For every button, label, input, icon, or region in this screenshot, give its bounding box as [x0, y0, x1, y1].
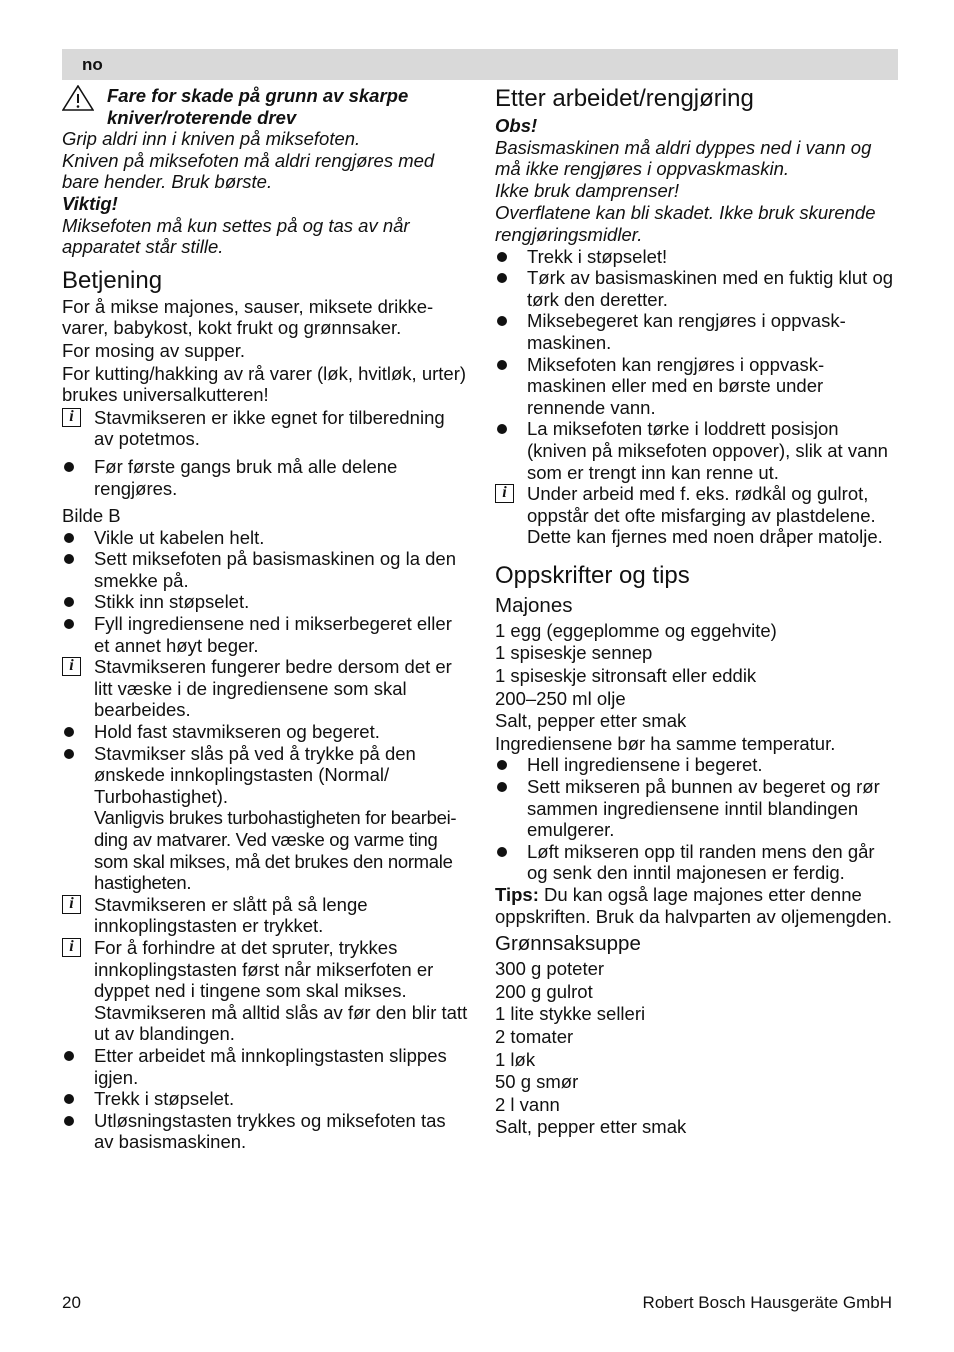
ingredient-line: 1 lite stykke selleri: [495, 1003, 646, 1025]
ingredient-line: 1 egg (eggeplomme og eggehvite): [495, 619, 777, 641]
ingredient-line: 2 tomater: [495, 1025, 574, 1047]
bullet-text: Sett mikseren på bunnen av begeret og rør sammen ingrediensene inntil blandingen emulgerer.: [527, 776, 880, 841]
betjening-paragraph: For å mikse majones, sauser, miksete drikke-varer, babykost, kokt frukt og grønnsaker.: [62, 295, 434, 339]
bullet-text: Løft mikseren opp til randen mens den går og senk den inntil majonesen er ferdig.: [527, 840, 875, 884]
bullet-item: [495, 267, 900, 310]
right-column: [495, 85, 900, 1138]
bullet-item: [495, 310, 900, 353]
bullet-icon: [64, 462, 74, 472]
bullet-item: [62, 456, 468, 499]
info-icon: i: [62, 895, 81, 914]
bullet-item: [495, 841, 900, 884]
warning-block: [62, 85, 468, 128]
warning-title: Fare for skade på grunn av skarpe kniver/roterende drev: [107, 85, 409, 128]
info-text: Stavmikseren er slått på så lenge innkoplingstasten er trykket.: [94, 893, 368, 937]
bullet-text: Sett miksefoten på basismaskinen og la den smekke på.: [94, 548, 456, 591]
bullet-text: Fyll ingrediensene ned i mikserbegeret eller et annet høyt beger.: [94, 613, 452, 656]
bullet-item: [62, 548, 468, 591]
bullet-item: [495, 246, 900, 268]
bullet-item: [495, 354, 900, 419]
bullet-item: [62, 1045, 468, 1088]
info-note: [62, 894, 468, 937]
majones-heading: Majones: [495, 593, 573, 617]
bullet-item: [62, 721, 468, 743]
bullet-item: [62, 1088, 468, 1110]
ingredient-line: Salt, pepper etter smak: [495, 710, 687, 732]
bullet-text: Hell ingrediensene i begeret.: [527, 754, 763, 776]
bullet-icon: [497, 847, 507, 857]
bullet-text: Trekk i støpselet!: [527, 245, 668, 267]
bullet-icon: [497, 252, 507, 262]
ingredient-line: 1 spiseskje sitronsaft eller eddik: [495, 665, 757, 687]
betjening-paragraph: For mosing av supper.: [62, 339, 246, 361]
ingredient-line: 200–250 ml olje: [495, 687, 626, 709]
bullet-item: [62, 527, 468, 549]
page-number: 20: [62, 1293, 81, 1312]
info-note: [62, 937, 468, 1045]
company-name: Robert Bosch Hausgeräte GmbH: [642, 1293, 892, 1312]
bullet-text: Miksefoten kan rengjøres i oppvask-maskinen eller med en børste under rennende vann.: [527, 353, 825, 418]
bullet-text: Stikk inn støpselet.: [94, 591, 250, 613]
bullet-item: [495, 754, 900, 776]
cleaning-heading: Etter arbeidet/rengjøring: [495, 85, 754, 112]
tips-paragraph: [495, 884, 900, 927]
bullet-text: Vikle ut kabelen helt.: [94, 526, 265, 548]
bullet-text: Hold fast stavmikseren og begeret.: [94, 721, 380, 743]
info-note: [62, 656, 468, 721]
bullet-text: Stavmikser slås på ved å trykke på den ønskede innkoplingstasten (Normal/ Turbohastighet).: [94, 742, 416, 807]
bullet-text: Før første gangs bruk må alle delene rengjøres.: [94, 455, 398, 499]
info-icon: i: [62, 408, 81, 427]
bullet-text: Etter arbeidet må innkoplingstasten slippes igjen.: [94, 1044, 447, 1088]
info-note: [495, 483, 900, 548]
tips-text: Du kan også lage majones etter denne oppskriften. Bruk da halvparten av oljemengden.: [495, 884, 892, 927]
info-text: Stavmikseren fungerer bedre dersom det er litt væske i de ingrediensene som skal bearbeides.: [94, 656, 452, 721]
bilde-label: Bilde B: [62, 505, 121, 527]
bullet-text: Tørk av basismaskinen med en fuktig klut og tørk den deretter.: [527, 267, 894, 310]
info-icon: i: [495, 484, 514, 503]
ingredient-line: Ingrediensene bør ha samme temperatur.: [495, 732, 836, 754]
viktig-label: Viktig!: [62, 192, 118, 214]
bullet-item: [495, 776, 900, 841]
soup-heading: Grønnsaksuppe: [495, 932, 641, 956]
ingredient-line: 1 spiseskje sennep: [495, 642, 653, 664]
bullet-icon: [497, 316, 507, 326]
warning-line: Grip aldri inn i kniven på miksefoten.: [62, 128, 361, 150]
bullet-item: [62, 1110, 468, 1153]
bullet-icon: [64, 1051, 74, 1061]
bullet-icon: [497, 760, 507, 770]
warning-triangle-icon: [62, 85, 94, 111]
betjening-heading: Betjening: [62, 266, 163, 294]
bullet-icon: [64, 727, 74, 737]
bullet-icon: [64, 1116, 74, 1126]
bullet-note-text: Vanligvis brukes turbohastigheten for bearbei-ding av matvarer. Ved væske og varme ting som skal mikses, må det brukes den normale hastigheten.: [94, 807, 457, 894]
language-code: no: [82, 55, 103, 74]
betjening-paragraph: For kutting/hakking av rå varer (løk, hvitløk, urter) brukes universalkutteren!: [62, 362, 467, 406]
bullet-item: [62, 743, 468, 808]
bullet-icon: [64, 749, 74, 759]
info-icon: i: [62, 938, 81, 957]
ingredient-line: 50 g smør: [495, 1071, 579, 1093]
bullet-item: [62, 591, 468, 613]
bullet-icon: [64, 597, 74, 607]
ingredient-line: 2 l vann: [495, 1093, 560, 1115]
left-column: [62, 85, 468, 1153]
tips-label: Tips:: [495, 884, 539, 905]
bullet-item: [495, 418, 900, 483]
bullet-icon: [64, 554, 74, 564]
bullet-icon: [497, 782, 507, 792]
info-text: For å forhindre at det spruter, trykkes innkoplingstasten først når mikserfoten er dyppet ned i tingene som skal mikses. Stavmikseren må alltid slås av før den blir tatt ut av blandingen.: [94, 936, 468, 1045]
recipes-heading: Oppskrifter og tips: [495, 561, 690, 589]
ingredient-line: Salt, pepper etter smak: [495, 1116, 687, 1138]
info-icon: i: [62, 657, 81, 676]
language-header-bar: [62, 49, 898, 80]
ingredient-line: 200 g gulrot: [495, 980, 593, 1002]
bullet-text: Miksebegeret kan rengjøres i oppvask-maskinen.: [527, 310, 846, 353]
ingredient-line: 1 løk: [495, 1048, 536, 1070]
bullet-text: Trekk i støpselet.: [94, 1088, 235, 1110]
bullet-icon: [497, 273, 507, 283]
obs-label: Obs!: [495, 115, 538, 136]
bullet-icon: [64, 619, 74, 629]
bullet-icon: [497, 360, 507, 370]
bullet-text: La miksefoten tørke i loddrett posisjon (kniven på miksefoten oppover), slik at vann som er trengt inn kan renne ut.: [527, 418, 888, 483]
obs-line: Ikke bruk damprenser!: [495, 179, 680, 201]
info-text: Stavmikseren er ikke egnet for tilberedning av potetmos.: [94, 406, 445, 450]
obs-line: Basismaskinen må aldri dyppes ned i vann og må ikke rengjøres i oppvaskmaskin.: [495, 136, 872, 180]
bullet-icon: [64, 533, 74, 543]
bullet-text: Utløsningstasten trykkes og miksefoten tas av basismaskinen.: [94, 1109, 446, 1153]
bullet-item: [62, 613, 468, 656]
info-note: [62, 407, 468, 450]
bullet-note: [62, 807, 468, 893]
obs-line: Overflatene kan bli skadet. Ikke bruk skurende rengjøringsmidler.: [495, 202, 876, 245]
bullet-icon: [497, 424, 507, 434]
warning-line: Kniven på miksefoten må aldri rengjøres med bare hender. Bruk børste.: [62, 149, 435, 193]
viktig-text: Miksefoten må kun settes på og tas av når apparatet står stille.: [62, 214, 410, 258]
bullet-icon: [64, 1094, 74, 1104]
ingredient-line: 300 g poteter: [495, 958, 605, 980]
info-text: Under arbeid med f. eks. rødkål og gulrot, oppstår det ofte misfarging av plastdelene. Dette kan fjernes med noen dråper matolje.: [527, 483, 883, 548]
